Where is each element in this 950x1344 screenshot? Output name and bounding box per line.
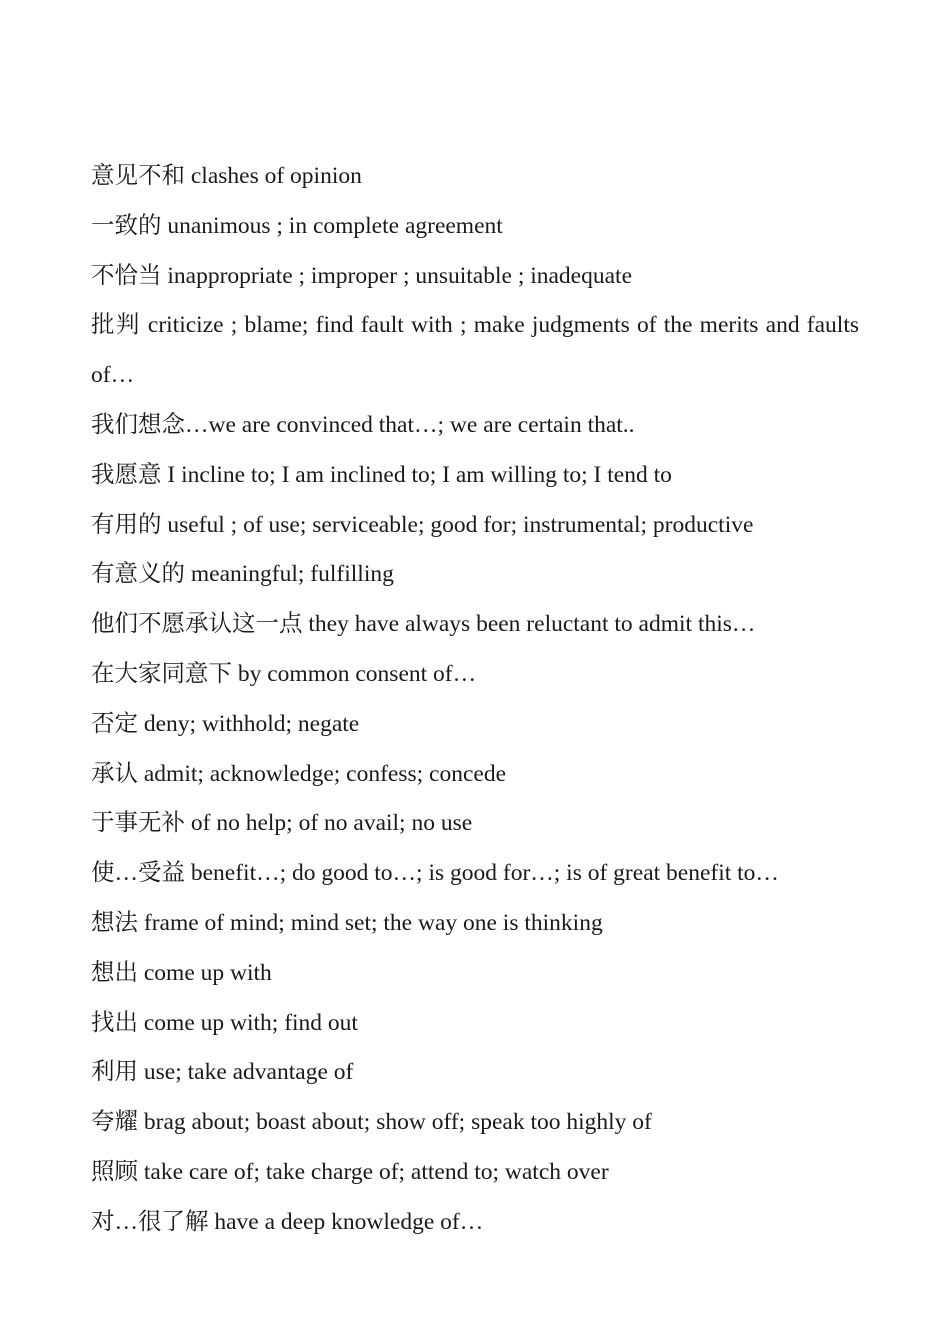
- phrase-entry: 使…受益 benefit…; do good to…; is good for…; is of great benefit to…: [91, 860, 779, 887]
- phrase-entry: 有意义的 meaningful; fulfilling: [91, 561, 394, 588]
- phrase-entry: 承认 admit; acknowledge; confess; concede: [91, 760, 507, 787]
- phrase-entry: 夸耀 brag about; boast about; show off; speak too highly of: [91, 1109, 652, 1136]
- phrase-entry: 找出 come up with; find out: [91, 1009, 358, 1036]
- phrase-entry: 利用 use; take advantage of: [91, 1059, 354, 1086]
- phrase-entry: 有用的 useful ; of use; serviceable; good for; instrumental; productive: [91, 511, 754, 538]
- phrase-list: [91, 152, 859, 1248]
- phrase-entry: 照顾 take care of; take charge of; attend to; watch over: [91, 1158, 609, 1185]
- phrase-entry: 一致的 unanimous ; in complete agreement: [91, 212, 503, 239]
- phrase-entry: 在大家同意下 by common consent of…: [91, 660, 477, 687]
- phrase-entry: 想法 frame of mind; mind set; the way one is thinking: [91, 909, 603, 936]
- phrase-entry: 对…很了解 have a deep knowledge of…: [91, 1208, 484, 1235]
- phrase-entry: 想出 come up with: [91, 959, 272, 986]
- phrase-entry: 否定 deny; withhold; negate: [91, 710, 360, 737]
- phrase-entry: 我愿意 I incline to; I am inclined to; I am willing to; I tend to: [91, 461, 672, 488]
- phrase-entry: 我们想念…we are convinced that…; we are certain that..: [91, 411, 635, 438]
- phrase-entry: 他们不愿承认这一点 they have always been reluctant to admit this…: [91, 611, 756, 638]
- phrase-entry: 意见不和 clashes of opinion: [91, 163, 362, 189]
- phrase-entry: 不恰当 inappropriate ; improper ; unsuitable ; inadequate: [91, 262, 633, 289]
- phrase-entry: 批判 criticize ; blame; find fault with ; make judgments of the merits and faults of…: [91, 312, 859, 389]
- phrase-entry: 于事无补 of no help; of no avail; no use: [91, 810, 473, 837]
